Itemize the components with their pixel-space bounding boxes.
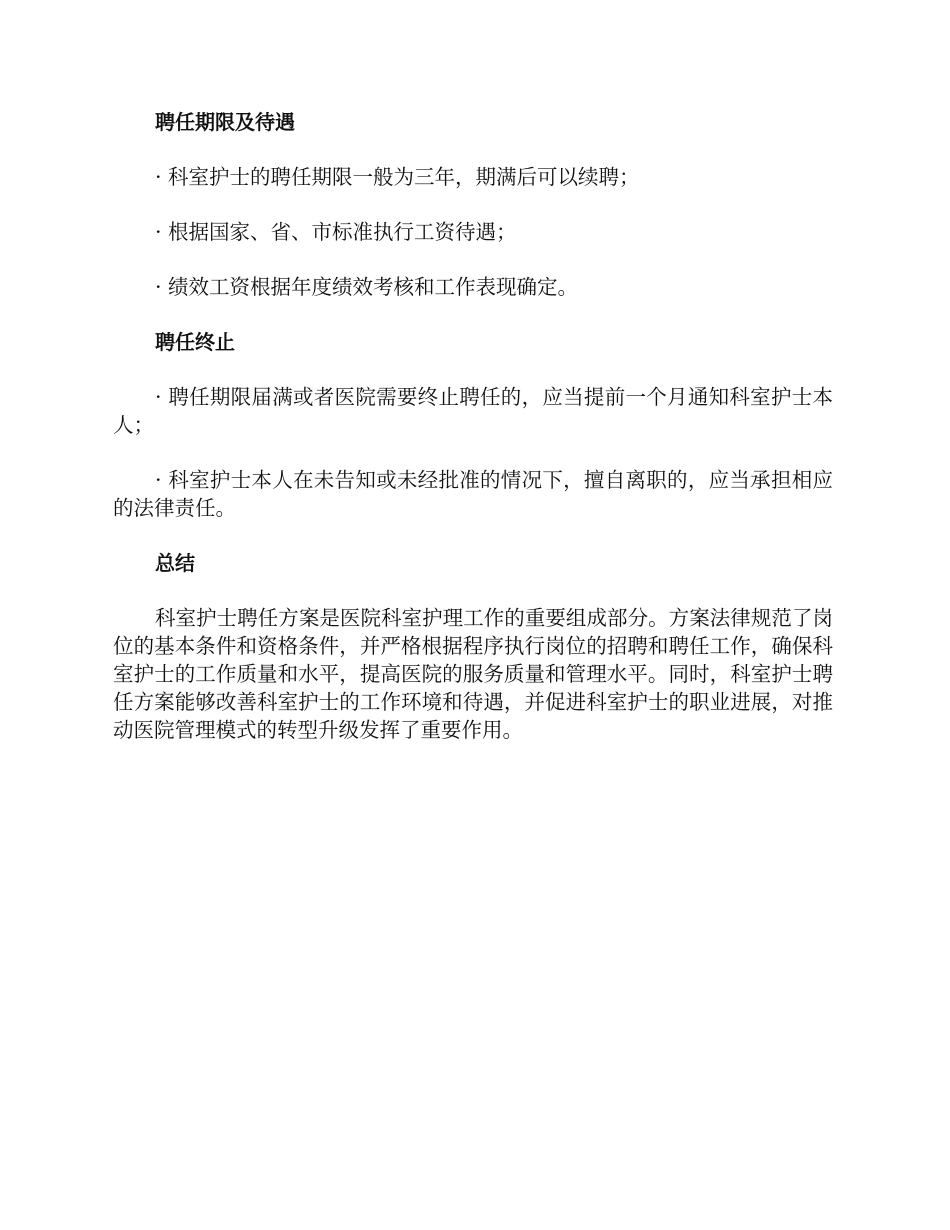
section-heading: 聘任终止: [155, 330, 235, 354]
section-summary: [113, 549, 833, 744]
document-body: [113, 108, 833, 744]
bullet-paragraph: · 绩效工资根据年度绩效考核和工作表现确定。: [155, 275, 579, 299]
summary-paragraph: 科室护士聘任方案是医院科室护理工作的重要组成部分。方案法律规范了岗位的基本条件和资格条件，并严格根据程序执行岗位的招聘和聘任工作，确保科室护士的工作质量和水平，提高医院的服务质量和管理水平。同时，科室护士聘任方案能够改善科室护士的工作环境和待遇，并促进科室护士的职业进展，对推动医院管理模式的转型升级发挥了重要作用。: [113, 606, 833, 742]
bullet-paragraph: · 科室护士本人在未告知或未经批准的情况下，擅自离职的，应当承担相应的法律责任。: [113, 468, 833, 520]
section-heading: 总结: [155, 551, 195, 575]
section-termination: [113, 328, 833, 522]
bullet-paragraph: · 科室护士的聘任期限一般为三年，期满后可以续聘；: [155, 165, 640, 189]
section-heading: 聘任期限及待遇: [155, 110, 295, 134]
bullet-paragraph: · 根据国家、省、市标准执行工资待遇；: [155, 220, 517, 244]
bullet-paragraph: · 聘任期限届满或者医院需要终止聘任的，应当提前一个月通知科室护士本人；: [113, 385, 833, 437]
section-term-and-pay: [113, 108, 833, 301]
